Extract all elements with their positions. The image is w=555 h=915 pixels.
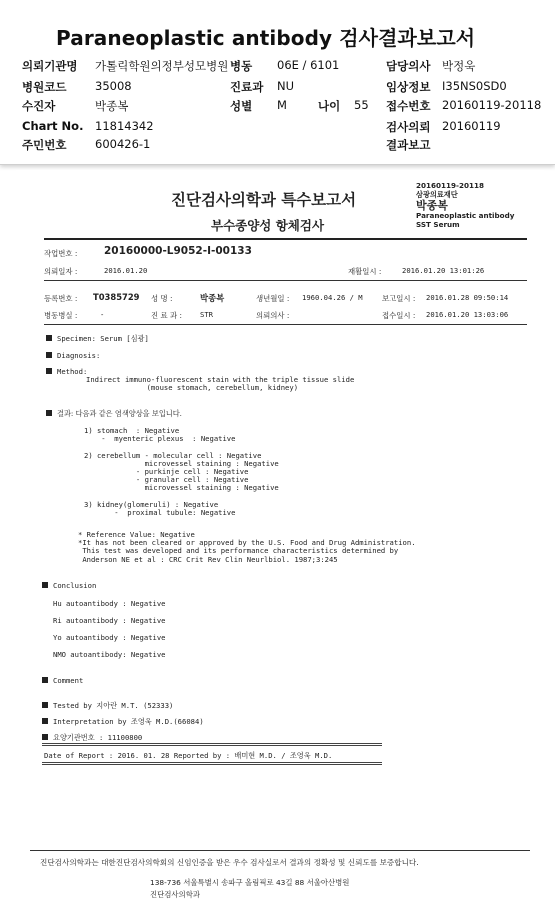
label-receipt-number: 접수번호	[386, 99, 431, 113]
stamp-specimen: SST Serum	[416, 219, 460, 229]
bullet-square	[42, 582, 48, 588]
label-attending-doctor: 담당의사	[386, 59, 431, 73]
reg-label: 등록번호 :	[44, 294, 78, 303]
receipt-value: 2016.01.20 13:03:06	[426, 310, 509, 319]
bullet-square	[46, 352, 52, 358]
stamp-patient-name: 박종복	[416, 199, 448, 213]
name-value: 박종복	[200, 293, 225, 303]
value-department: NU	[277, 79, 295, 93]
stamp-test-name: Paraneoplastic antibody	[416, 211, 515, 221]
label-clinical-info: 임상정보	[386, 80, 431, 94]
value-attending-doctor: 박정욱	[442, 59, 476, 73]
conclusion-ri: Ri autoantibody : Negative	[53, 616, 166, 625]
report-subtitle: 부수종양성 항체검사	[211, 218, 325, 233]
ward-label: 병동병실 :	[44, 311, 78, 320]
value-age: 55	[354, 98, 369, 112]
bullet-square	[42, 702, 48, 708]
bullet-square	[46, 368, 52, 374]
footer-divider	[30, 850, 530, 851]
reference-text: * Reference Value: Negative *It has not been cleared or approved by the U.S. Food and Drug Administration. This test was developed and its performance characteristics determined by Anderson NE et al : CRC Crit Rev Clin Neurlbiol. 1987;3:245	[78, 530, 416, 564]
bullet-square	[42, 734, 48, 740]
page-title: Paraneoplastic antibody 검사결과보고서	[56, 26, 476, 50]
value-requesting-institution: 가톨릭학원의정부성모병원	[95, 59, 229, 73]
dept-label: 진 료 과 :	[151, 311, 182, 320]
request-date-label: 의뢰일자 :	[44, 267, 78, 276]
value-receipt-number: 20160119-20118	[442, 98, 542, 112]
bullet-square	[46, 410, 52, 416]
report-date-label: 보고일시 :	[382, 294, 416, 303]
value-patient: 박종복	[95, 99, 129, 113]
retest-value: 2016.01.20 13:01:26	[402, 266, 485, 275]
report-title: 진단검사의학과 특수보고서	[171, 191, 357, 209]
label-requesting-institution: 의뢰기관명	[22, 59, 78, 73]
value-test-request: 20160119	[442, 119, 501, 133]
report-header-card	[0, 0, 555, 165]
report-divider-bottom	[42, 762, 382, 765]
method-label: Method:	[57, 367, 88, 376]
dept-value: STR	[200, 310, 213, 319]
title-divider	[44, 238, 527, 240]
specimen-label-stamp	[416, 182, 546, 229]
info-divider-top	[44, 280, 527, 281]
label-sex: 성별	[230, 99, 253, 113]
receipt-label: 접수일시 :	[382, 311, 416, 320]
value-resident-number: 600426-1	[95, 137, 151, 151]
info-divider-bottom	[44, 324, 527, 325]
value-ward: 06E / 6101	[277, 58, 340, 72]
label-chart-no: Chart No.	[22, 119, 84, 133]
label-age: 나이	[318, 99, 341, 113]
diagnosis-line: Diagnosis:	[57, 351, 101, 360]
label-department: 진료과	[230, 80, 264, 94]
comment-label: Comment	[53, 676, 84, 685]
stamp-receipt-number: 20160119-20118	[416, 181, 484, 190]
request-date-value: 2016.01.20	[104, 266, 148, 275]
interpretation-by: Interpretation by 조영욱 M.D.(66084)	[53, 717, 204, 726]
specimen-line: Specimen: Serum [심광]	[57, 334, 149, 343]
scanned-report	[16, 170, 544, 910]
report-date-value: 2016.01.28 09:50:14	[426, 293, 509, 302]
bullet-square	[42, 677, 48, 683]
result-label: 결과: 다음과 같은 염색양상을 보입니다.	[57, 409, 182, 418]
retest-label: 재활일시 :	[348, 267, 382, 276]
workno-value: 20160000-L9052-I-00133	[104, 245, 252, 257]
ward-value: -	[100, 310, 105, 319]
method-text: Indirect immuno-fluorescent stain with the triple tissue slide (mouse stomach, cerebellum, kidney)	[86, 375, 355, 393]
tested-by: Tested by 지아란 M.T. (52333)	[53, 701, 174, 710]
bullet-square	[42, 718, 48, 724]
accreditation-statement: 진단검사의학과는 대한진단검사의학회의 신임인증을 받은 우수 검사실로서 결과의 정확성 및 신뢰도를 보증합니다.	[40, 858, 419, 867]
doctor-label: 의뢰의사 :	[256, 311, 290, 320]
value-clinical-info: I35NS0SD0	[442, 79, 507, 93]
hospital-address: 138-736 서울특별시 송파구 올림픽로 43길 88 서울아산병원	[150, 878, 350, 887]
label-test-request: 검사의뢰	[386, 120, 431, 134]
institution-number: 요양기관번호 : 11100800	[53, 733, 143, 742]
footer-department: 진단검사의학과	[150, 890, 200, 899]
label-resident-number: 주민번호	[22, 138, 67, 152]
value-hospital-code: 35008	[95, 79, 132, 93]
date-of-report: Date of Report : 2016. 01. 28 Reported by : 배미현 M.D. / 조영욱 M.D.	[44, 751, 333, 760]
label-ward: 병동	[230, 59, 253, 73]
workno-label: 작업번호 :	[44, 249, 78, 258]
label-result-report: 결과보고	[386, 138, 431, 152]
stamp-lab-name: 삼광의료재단	[416, 189, 458, 199]
conclusion-hu: Hu autoantibody : Negative	[53, 599, 166, 608]
birth-label: 생년월일 :	[256, 294, 290, 303]
birth-value: 1960.04.26 / M	[302, 293, 363, 302]
value-sex: M	[277, 98, 287, 112]
report-divider-top	[42, 743, 382, 746]
value-chart-no: 11814342	[95, 119, 154, 133]
conclusion-label: Conclusion	[53, 581, 97, 590]
reg-value: T0385729	[93, 292, 140, 302]
name-label: 성 명 :	[151, 294, 173, 303]
result-text: 1) stomach : Negative - myenteric plexus : Negative 2) cerebellum - molecular cell : Negative microvessel staining : Negative - purkinje cell : Negative - granular cell : Negative microvessel staining : Negative 3) kidney(glomeruli) : Negative - proximal tubule: Negative	[84, 426, 279, 518]
label-hospital-code: 병원코드	[22, 80, 67, 94]
bullet-square	[46, 335, 52, 341]
conclusion-yo: Yo autoantibody : Negative	[53, 633, 166, 642]
conclusion-nmo: NMO autoantibody: Negative	[53, 650, 166, 659]
label-patient: 수진자	[22, 99, 56, 113]
